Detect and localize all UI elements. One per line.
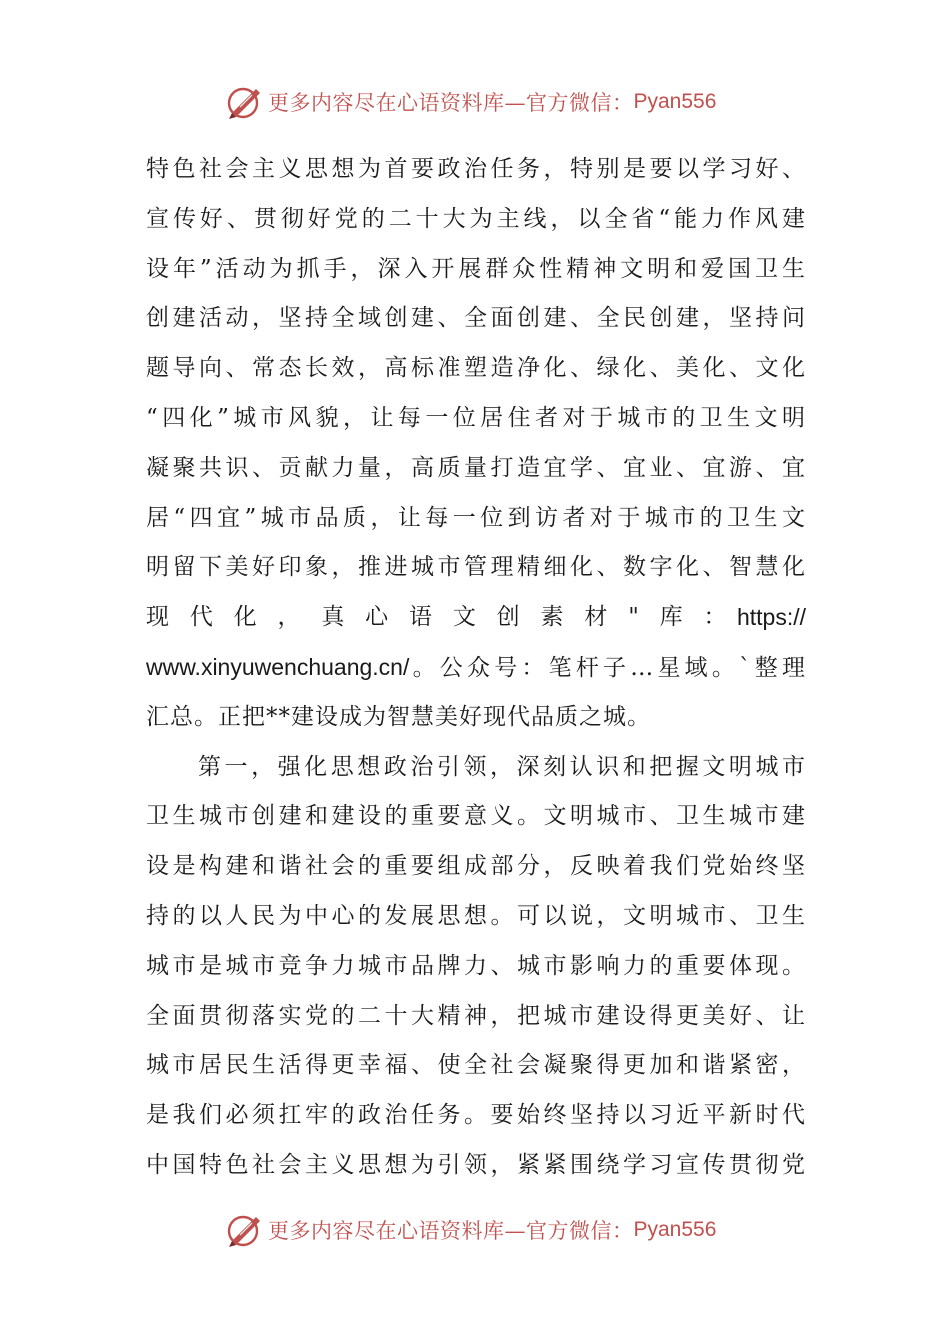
text-segment: 现代化，真心语文创素材"库： — [146, 604, 737, 631]
text-line: 创建活动，坚持全域创建、全面创建、全民创建，坚持问 — [146, 305, 806, 332]
text-line: 宣传好、贯彻好党的二十大为主线，以全省“能力作风建 — [146, 205, 806, 232]
text-line: 明留下美好印象，推进城市管理精细化、数字化、智慧化 — [146, 554, 806, 581]
text-line: 设是构建和谐社会的重要组成部分，反映着我们党始终坚 — [146, 853, 806, 880]
text-segment: 。公众号：笔杆子…星域。`整理 — [409, 654, 806, 681]
pen-in-circle-logo-icon — [226, 83, 264, 121]
text-line: 特色社会主义思想为首要政治任务，特别是要以学习好、 — [146, 156, 806, 182]
text-line: 卫生城市创建和建设的重要意义。文明城市、卫生城市建 — [146, 803, 806, 830]
text-line: 城市居民生活得更幸福、使全社会凝聚得更加和谐紧密， — [146, 1052, 806, 1079]
banner-wechat-id: Pyan556 — [633, 1218, 717, 1241]
text-line: 全面贯彻落实党的二十大精神，把城市建设得更美好、让 — [146, 1002, 806, 1029]
url-segment: https:// — [736, 604, 806, 631]
text-line: 居“四宜”城市品质，让每一位到访者对于城市的卫生文 — [146, 504, 806, 531]
text-line: 汇总。正把**建设成为智慧美好现代品质之城。 — [146, 703, 651, 730]
text-line: 设年”活动为抓手，深入开展群众性精神文明和爱国卫生 — [146, 255, 806, 282]
text-line: “四化”城市风貌，让每一位居住者对于城市的卫生文明 — [146, 404, 806, 431]
banner-text: 更多内容尽在心语资料库—官方微信： — [268, 1219, 634, 1243]
text-line: 题导向、常态长效，高标准塑造净化、绿化、美化、文化 — [146, 355, 806, 382]
text-line: 城市是城市竞争力城市品牌力、城市影响力的重要体现。 — [146, 952, 806, 979]
text-line — [146, 643, 806, 693]
text-line: 中国特色社会主义思想为引领，紧紧围绕学习宣传贯彻党 — [146, 1151, 806, 1178]
text-line: 凝聚共识、贡献力量，高质量打造宜学、宜业、宜游、宜 — [146, 454, 806, 481]
text-line-spread — [146, 593, 806, 643]
footer-banner — [226, 1210, 746, 1250]
banner-text: 更多内容尽在心语资料库—官方微信： — [268, 91, 634, 115]
text-line: 第一，强化思想政治引领，深刻认识和把握文明城市 — [198, 753, 806, 780]
text-line: 持的以人民为中心的发展思想。可以说，文明城市、卫生 — [146, 902, 806, 929]
url-segment: www.xinyuwenchuang.cn/ — [146, 653, 410, 680]
pen-in-circle-logo-icon — [226, 1211, 264, 1249]
header-banner — [226, 82, 746, 122]
document-body — [146, 145, 806, 1191]
text-line: 是我们必须扛牢的政治任务。要始终坚持以习近平新时代 — [146, 1102, 806, 1129]
banner-wechat-id: Pyan556 — [633, 90, 717, 113]
